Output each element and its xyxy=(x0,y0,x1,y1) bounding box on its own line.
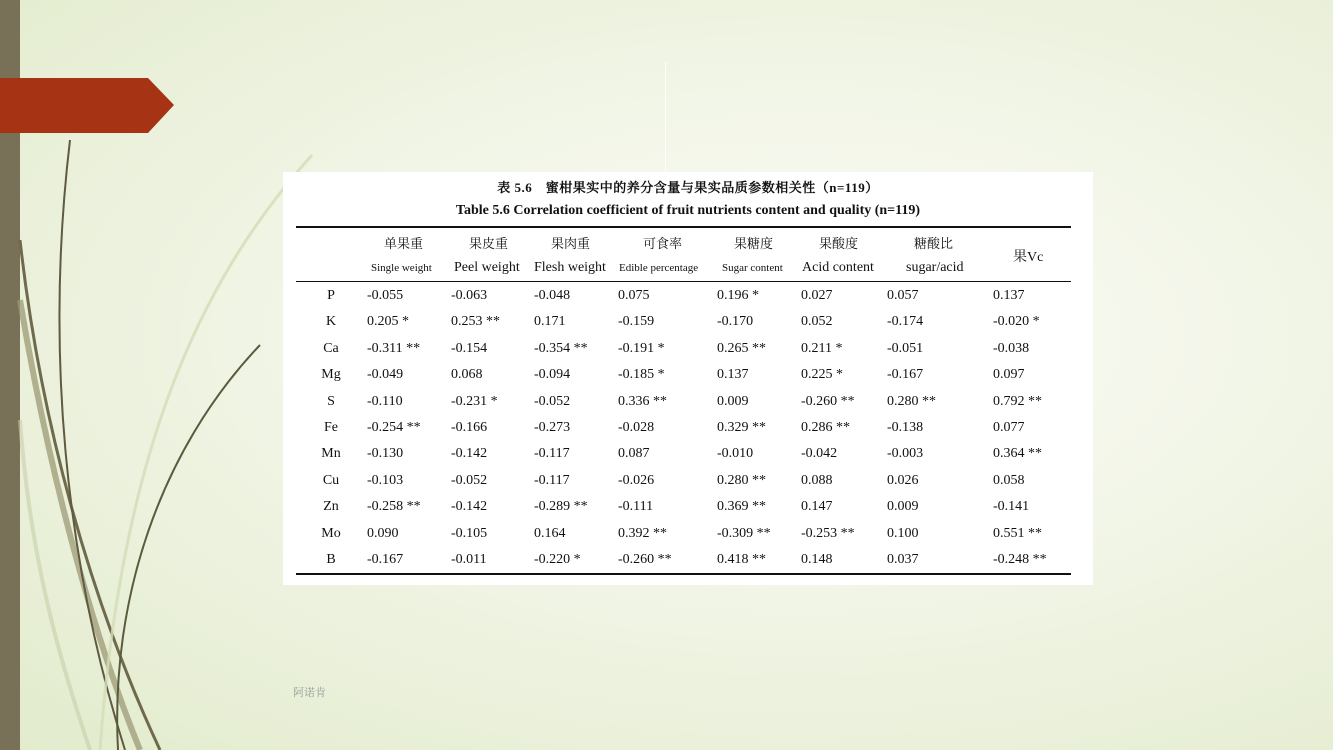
table-cell: -0.020 * xyxy=(993,314,1040,330)
table-cell: 0.280 ** xyxy=(887,393,936,409)
row-label: Mn xyxy=(321,446,341,462)
column-header-cn: 糖酸比 xyxy=(914,236,954,251)
table-cell: 0.052 xyxy=(801,314,833,330)
table-cell: 0.097 xyxy=(993,367,1025,383)
column-header-cn: 果肉重 xyxy=(551,236,591,251)
column-header-cn: 果糖度 xyxy=(734,236,774,251)
table-cell: -0.055 xyxy=(367,288,404,303)
table-cell: -0.052 xyxy=(534,393,571,409)
table-header-rule xyxy=(296,281,1071,282)
table-cell: -0.063 xyxy=(451,288,488,303)
center-guide-line xyxy=(665,62,666,172)
table-cell: -0.110 xyxy=(367,393,403,409)
table-cell: -0.258 ** xyxy=(367,499,421,515)
table-cell: -0.049 xyxy=(367,367,404,383)
table-cell: -0.170 xyxy=(717,314,754,330)
table-cell: -0.167 xyxy=(367,552,404,567)
table-cell: -0.028 xyxy=(618,420,655,435)
row-label: Cu xyxy=(322,472,340,488)
column-header-en: Flesh weight xyxy=(534,260,606,275)
row-label: K xyxy=(325,314,337,330)
table-cell: -0.051 xyxy=(887,340,924,356)
table-cell: -0.273 xyxy=(534,420,571,435)
table-cell: 0.075 xyxy=(618,288,650,303)
table-cell: 0.265 ** xyxy=(717,340,766,356)
row-label: Mg xyxy=(321,367,341,383)
table-cell: 0.058 xyxy=(993,472,1025,488)
table-cell: -0.191 * xyxy=(618,340,665,356)
row-label: Zn xyxy=(323,499,339,515)
table-cell: -0.105 xyxy=(451,525,488,541)
table-title-cn: 表 5.6 蜜柑果实中的养分含量与果实品质参数相关性（n=119） xyxy=(497,180,879,195)
table-cell: -0.003 xyxy=(887,446,924,462)
column-header-cn: 果酸度 xyxy=(819,236,859,251)
table-cell: -0.248 ** xyxy=(993,552,1047,567)
column-header-en: Single weight xyxy=(371,262,432,274)
table-cell: -0.166 xyxy=(451,420,488,435)
table-cell: 0.087 xyxy=(618,446,650,462)
table-cell: -0.142 xyxy=(451,446,488,462)
table-cell: 0.057 xyxy=(887,288,919,303)
table-cell: -0.159 xyxy=(618,314,655,330)
table-cell: 0.171 xyxy=(534,314,566,330)
table-cell: 0.551 ** xyxy=(993,525,1042,541)
table-cell: 0.364 ** xyxy=(993,446,1042,462)
row-label: Fe xyxy=(324,420,338,435)
row-label: Mo xyxy=(321,525,341,541)
table-cell: 0.009 xyxy=(717,393,749,409)
table-cell: 0.088 xyxy=(801,472,833,488)
table-cell: -0.052 xyxy=(451,472,488,488)
table-cell: 0.392 ** xyxy=(618,525,667,541)
table-cell: -0.354 ** xyxy=(534,340,588,356)
column-header-en: sugar/acid xyxy=(906,260,964,275)
table-cell: 0.068 xyxy=(451,367,483,383)
table-cell: -0.011 xyxy=(451,552,487,567)
footer-note: 阿诺肯 xyxy=(293,686,326,699)
table-title-en: Table 5.6 Correlation coefficient of fruit nutrients content and quality (n=119) xyxy=(455,203,921,218)
table-cell: -0.042 xyxy=(801,446,838,462)
table-cell: 0.090 xyxy=(367,525,399,541)
table-cell: 0.196 * xyxy=(717,288,759,303)
table-cell: 0.225 * xyxy=(801,367,843,383)
column-header-en: Acid content xyxy=(802,260,874,275)
column-header-cn: 可食率 xyxy=(643,236,683,251)
table-cell: 0.286 ** xyxy=(801,420,850,435)
table-cell: 0.211 * xyxy=(801,340,843,356)
table-cell: 0.205 * xyxy=(367,314,409,330)
table-cell: -0.111 xyxy=(618,499,654,515)
table-cell: -0.094 xyxy=(534,367,571,383)
table-cell: 0.147 xyxy=(801,499,833,515)
row-label: P xyxy=(327,288,335,303)
table-cell: 0.164 xyxy=(534,525,566,541)
row-label: S xyxy=(327,393,335,409)
table-cell: 0.280 ** xyxy=(717,472,766,488)
table-cell: -0.026 xyxy=(618,472,655,488)
table-cell: -0.289 ** xyxy=(534,499,588,515)
table-cell: -0.048 xyxy=(534,288,571,303)
table-bottom-rule xyxy=(296,573,1071,575)
table-cell: 0.026 xyxy=(887,472,919,488)
table-cell: -0.174 xyxy=(887,314,924,330)
table-cell: -0.309 ** xyxy=(717,525,771,541)
table-cell: 0.027 xyxy=(801,288,833,303)
correlation-table xyxy=(283,172,1093,585)
column-header-cn: 单果重 xyxy=(384,236,424,251)
table-cell: -0.138 xyxy=(887,420,924,435)
column-header-en: Peel weight xyxy=(454,260,520,275)
table-cell: -0.260 ** xyxy=(618,552,672,567)
table-cell: -0.142 xyxy=(451,499,488,515)
table-cell: 0.336 ** xyxy=(618,393,667,409)
table-cell: 0.792 ** xyxy=(993,393,1042,409)
table-cell: -0.103 xyxy=(367,472,404,488)
table-cell: -0.254 ** xyxy=(367,420,421,435)
table-cell: -0.185 * xyxy=(618,367,665,383)
title-arrow-ribbon xyxy=(0,0,180,140)
table-cell: -0.141 xyxy=(993,499,1030,515)
row-label: Ca xyxy=(323,340,339,356)
table-cell: -0.220 * xyxy=(534,552,581,567)
table-cell: -0.260 ** xyxy=(801,393,855,409)
table-cell: -0.154 xyxy=(451,340,488,356)
column-header-vc: 果Vc xyxy=(1013,250,1044,265)
row-label: B xyxy=(326,552,336,567)
table-cell: -0.038 xyxy=(993,340,1030,356)
table-cell: -0.167 xyxy=(887,367,924,383)
table-cell: 0.253 ** xyxy=(451,314,500,330)
table-cell: 0.137 xyxy=(717,367,749,383)
table-cell: 0.369 ** xyxy=(717,499,766,515)
table-cell: -0.231 * xyxy=(451,393,498,409)
column-header-en: Sugar content xyxy=(722,262,783,274)
table-cell: -0.311 ** xyxy=(367,340,421,356)
table-cell: 0.009 xyxy=(887,499,919,515)
table-cell: 0.329 ** xyxy=(717,420,766,435)
table-cell: -0.117 xyxy=(534,472,570,488)
table-cell: 0.077 xyxy=(993,420,1025,435)
table-cell: 0.137 xyxy=(993,288,1025,303)
table-cell: -0.130 xyxy=(367,446,404,462)
column-header-cn: 果皮重 xyxy=(469,236,509,251)
table-cell: -0.253 ** xyxy=(801,525,855,541)
table-cell: -0.010 xyxy=(717,446,754,462)
table-cell: -0.117 xyxy=(534,446,570,462)
table-cell: 0.148 xyxy=(801,552,833,567)
table-cell: 0.037 xyxy=(887,552,919,567)
table-top-rule xyxy=(296,226,1071,228)
table-cell: 0.418 ** xyxy=(717,552,766,567)
column-header-en: Edible percentage xyxy=(619,262,699,274)
table-cell: 0.100 xyxy=(887,525,919,541)
